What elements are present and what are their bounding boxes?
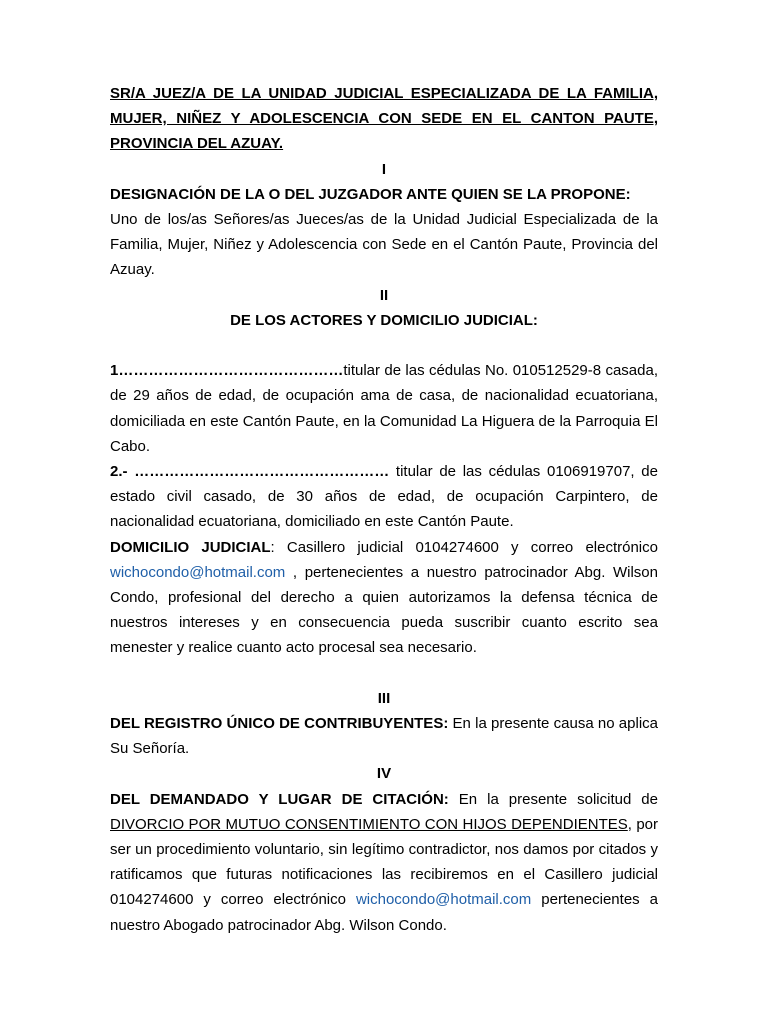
actor-1-number: 1……………………………………… (110, 362, 344, 380)
actor-1-paragraph (110, 358, 658, 459)
section-4-body-3: pertenecientes a nuestro Abogado patrocinador Abg. Wilson Condo. (110, 891, 658, 934)
section-1-number: I (381, 160, 387, 178)
domicilio-text: : Casillero judicial 0104274600 y correo electrónico (270, 538, 658, 556)
divorce-type: DIVORCIO POR MUTUO CONSENTIMIENTO CON HIJOS DEPENDIENTES (110, 815, 628, 833)
document-heading: SR/A JUEZ/A DE LA UNIDAD JUDICIAL ESPECIALIZADA DE LA FAMILIA, MUJER, NIÑEZ Y ADOLESCENCIA CON SEDE EN EL CANTON PAUTE, PROVINCIA DEL AZUAY. (110, 85, 658, 153)
section-3-paragraph (110, 711, 658, 761)
section-1-body: Uno de los/as Señores/as Jueces/as de la Unidad Judicial Especializada de la Familia, Mujer, Niñez y Adolescencia con Sede en el Cantón Paute, Provincia del Azuay. (110, 211, 658, 279)
actor-2-number: 2.- …………………………………………… (110, 463, 390, 481)
section-1-title (110, 182, 658, 207)
email-link-2[interactable]: wichocondo@hotmail.com (355, 891, 532, 909)
section-3-number: III (377, 689, 391, 707)
actor-1-text: titular de las cédulas No. 010512529-8 casada, de 29 años de edad, de ocupación ama de casa, de nacionalidad ecuatoriana, domiciliada en este Cantón Paute, en la Comunidad La Higuera de la Parroquia El Cabo. (110, 362, 658, 455)
actor-2-paragraph (110, 459, 658, 535)
email-link-1[interactable]: wichocondo@hotmail.com (110, 563, 286, 581)
section-4-body-1: En la presente solicitud de (448, 790, 658, 808)
section-3-body: En la presente causa no aplica Su Señoría. (110, 715, 658, 758)
section-2-title: DE LOS ACTORES Y DOMICILIO JUDICIAL: (230, 311, 538, 329)
document-page (110, 81, 658, 938)
domicilio-label: DOMICILIO JUDICIAL (110, 538, 271, 556)
domicilio-paragraph (110, 535, 658, 661)
section-4-paragraph (110, 787, 658, 938)
actor-2-text: titular de las cédulas 0106919707, de estado civil casado, de 30 años de edad, de ocupación Carpintero, de nacionalidad ecuatoriana, domiciliado en este Cantón Paute. (110, 463, 658, 531)
section-4-number: IV (376, 765, 392, 783)
section-4-title: DEL DEMANDADO Y LUGAR DE CITACIÓN: (110, 790, 449, 808)
domicilio-rest: , pertenecientes a nuestro patrocinador Abg. Wilson Condo, profesional del derecho a quien autorizamos la defensa técnica de nuestros intereses y en consecuencia pueda suscribir cuanto escrito sea menester y realice cuanto acto procesal sea necesario. (110, 563, 658, 657)
section-2-number: II (379, 286, 389, 304)
section-4-body-2: , por ser un procedimiento voluntario, sin legítimo contradictor, nos damos por citados y ratificamos que futuras notificaciones las recibiremos en el Casillero judicial 0104274600 y correo electrónico (110, 815, 659, 909)
section-1-title-text: DESIGNACIÓN DE LA O DEL JUZGADOR ANTE QUIEN SE LA PROPONE: (110, 185, 631, 203)
section-3-title: DEL REGISTRO ÚNICO DE CONTRIBUYENTES: (110, 715, 449, 733)
